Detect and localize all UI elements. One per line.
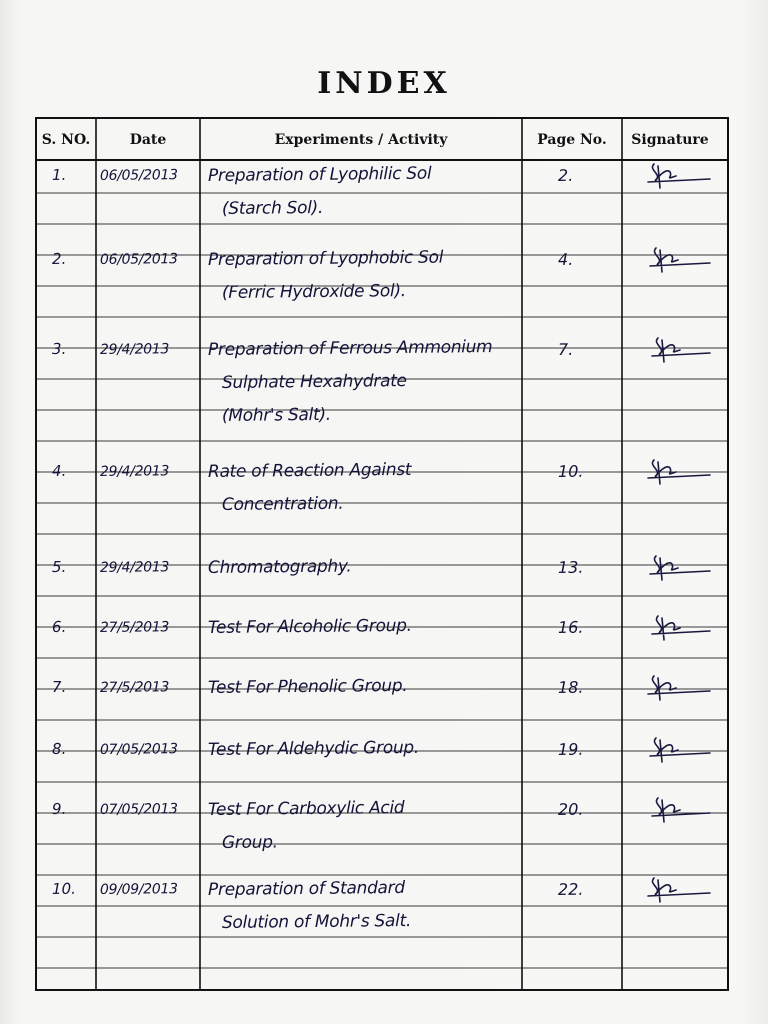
row-experiment-line: (Mohr's Salt). [221, 404, 331, 426]
row-sno: 5. [51, 557, 67, 576]
row-experiment-line: Rate of Reaction Against [207, 459, 412, 482]
header-date: Date [129, 132, 167, 148]
header-sno: S. NO. [41, 132, 91, 148]
row-experiment-line: Preparation of Standard [207, 877, 405, 900]
signature-mark [640, 734, 714, 764]
row-experiment-line: Chromatography. [207, 556, 352, 578]
row-sno: 10. [51, 879, 76, 898]
row-page-no: 20. [557, 799, 584, 819]
header-experiment: Experiments / Activity [274, 132, 448, 148]
row-sno: 8. [51, 739, 67, 758]
row-page-no: 7. [557, 339, 574, 359]
row-experiment-line: Preparation of Lyophilic Sol [207, 163, 432, 186]
row-experiment-line: Concentration. [221, 493, 344, 515]
row-date: 06/05/2013 [99, 251, 178, 268]
row-page-no: 4. [557, 249, 574, 269]
row-experiment-line: Test For Phenolic Group. [207, 675, 408, 698]
signature-mark [640, 160, 714, 190]
row-sno: 9. [51, 799, 67, 818]
signature-mark [640, 874, 714, 904]
row-date: 09/09/2013 [99, 881, 178, 898]
header-page-no: Page No. [537, 132, 607, 148]
row-experiment-line: Solution of Mohr's Salt. [221, 911, 412, 933]
row-experiment-line: Test For Alcoholic Group. [207, 615, 412, 638]
row-date: 07/05/2013 [99, 741, 178, 758]
signature-mark [640, 456, 714, 486]
row-page-no: 16. [557, 617, 584, 637]
row-date: 07/05/2013 [99, 801, 178, 818]
signature-mark [640, 612, 714, 642]
row-page-no: 2. [557, 165, 574, 185]
row-date: 29/4/2013 [99, 341, 170, 358]
row-page-no: 22. [557, 879, 584, 899]
row-page-no: 10. [557, 461, 584, 481]
row-date: 06/05/2013 [99, 167, 178, 184]
row-experiment-line: Sulphate Hexahydrate [221, 371, 407, 393]
row-date: 27/5/2013 [99, 619, 170, 636]
row-page-no: 13. [557, 557, 584, 577]
row-page-no: 18. [557, 677, 584, 697]
row-sno: 1. [51, 165, 67, 184]
row-experiment-line: (Starch Sol). [221, 197, 324, 219]
row-experiment-line: Test For Carboxylic Acid [207, 797, 405, 820]
row-experiment-line: Test For Aldehydic Group. [207, 737, 420, 760]
row-sno: 3. [51, 339, 67, 358]
row-page-no: 19. [557, 739, 584, 759]
row-experiment-line: Preparation of Ferrous Ammonium [207, 337, 493, 360]
row-experiment-line: Preparation of Lyophobic Sol [207, 247, 444, 270]
page-title: INDEX [317, 66, 451, 101]
row-experiment-line: Group. [221, 832, 278, 853]
row-experiment-line: (Ferric Hydroxide Sol). [221, 281, 406, 303]
row-date: 29/4/2013 [99, 463, 170, 480]
signature-mark [640, 552, 714, 582]
signature-mark [640, 334, 714, 364]
header-signature: Signature [631, 132, 709, 148]
row-sno: 7. [51, 677, 67, 696]
row-sno: 2. [51, 249, 67, 268]
signature-mark [640, 244, 714, 274]
signature-mark [640, 794, 714, 824]
row-date: 27/5/2013 [99, 679, 170, 696]
row-sno: 6. [51, 617, 67, 636]
row-sno: 4. [51, 461, 67, 480]
row-date: 29/4/2013 [99, 559, 170, 576]
signature-mark [640, 672, 714, 702]
